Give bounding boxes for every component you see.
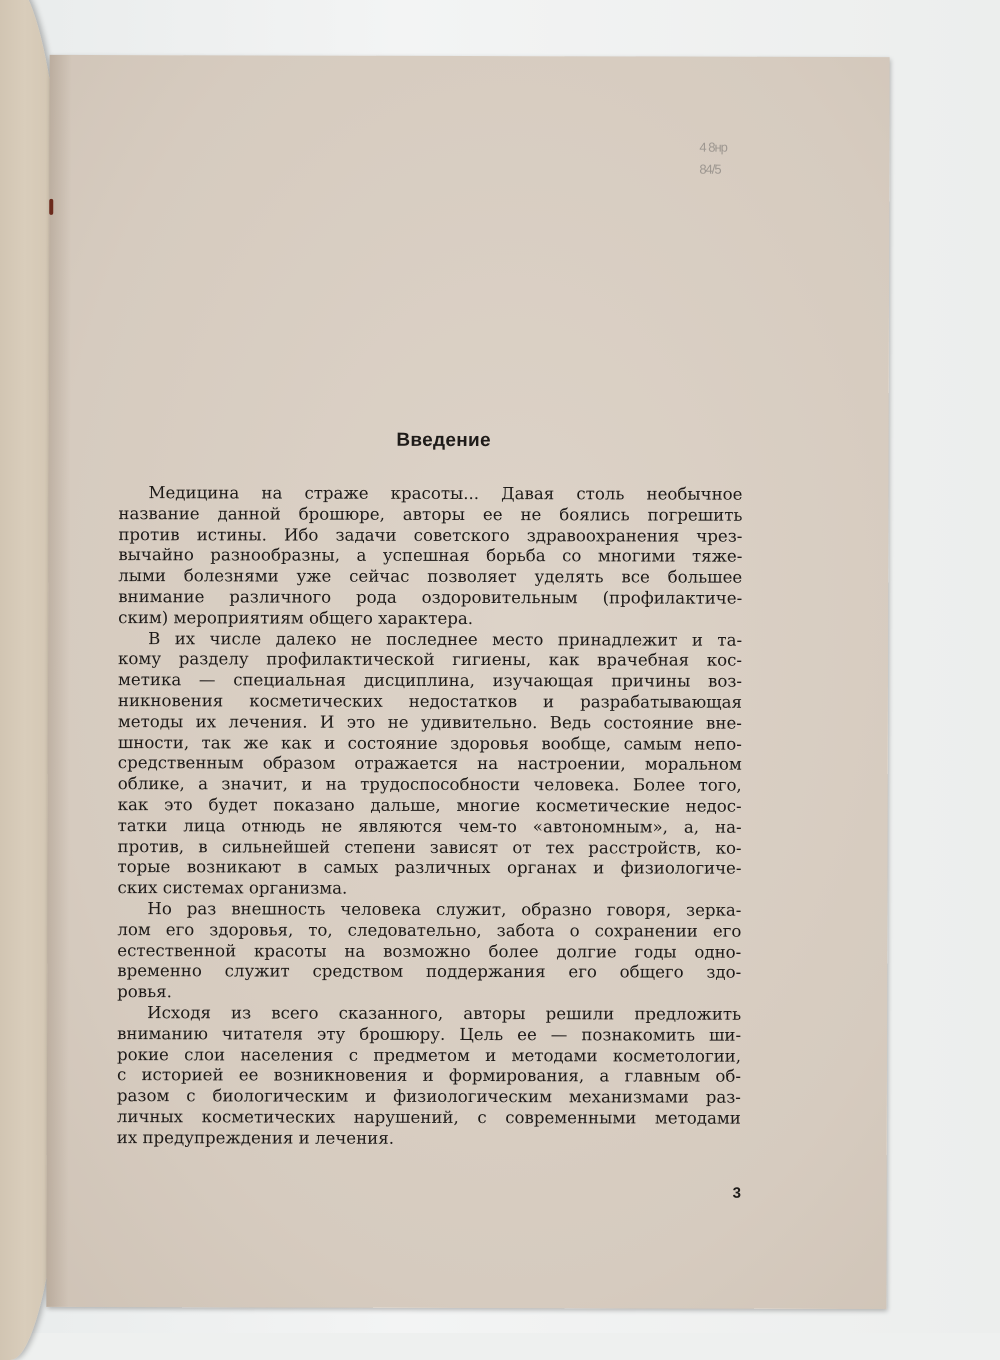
text-line: Исходя из всего сказанного, авторы решили предложить <box>147 1003 742 1024</box>
text-line: против, в сильнейшей степени зависят от тех расстройств, ко- <box>117 836 742 858</box>
text-line: ских системах организма. <box>117 878 348 898</box>
text-line: разом с биологическим и физиологическим механизмами раз- <box>116 1086 741 1107</box>
book-page <box>46 55 889 1309</box>
text-line: ским) мероприятиям общего характера. <box>118 607 474 628</box>
text-line: временно служит средством поддержания его общего здо- <box>117 961 742 983</box>
text-line: вниманию читателя эту брошюру. Цель ее — познакомить ши- <box>117 1023 742 1045</box>
text-line: личных косметических нарушений, с современными методами <box>116 1106 741 1128</box>
pencil-annotation <box>699 137 727 181</box>
chapter-heading: Введение <box>396 429 491 452</box>
text-line: средственным образом отражается на настроении, моральном <box>117 753 742 775</box>
text-line: Но раз внешность человека служит, образно говоря, зерка- <box>147 899 742 920</box>
text-line: лыми болезнями уже сейчас позволяет уделять все большее <box>118 566 743 587</box>
text-line: как это будет показано дальше, многие косметические недос- <box>117 795 742 816</box>
pencil-annotation-line: 4 8нр <box>699 139 727 155</box>
text-line: В их числе далеко не последнее место принадлежит и та- <box>148 628 743 650</box>
page-stain <box>49 199 53 215</box>
text-line: рокие слои населения с предметом и методами косметологии, <box>116 1044 742 1066</box>
paragraph-2 <box>117 629 742 901</box>
text-line: торые возникают в самых различных органах и физиологиче- <box>117 857 742 879</box>
text-line: метика — специальная дисциплина, изучающая причины воз- <box>117 670 743 691</box>
pencil-annotation-line: 84/5 <box>699 161 721 177</box>
text-line: их предупреждения и лечения. <box>116 1127 395 1148</box>
body-text <box>117 483 743 1150</box>
text-line: никновения косметических недостатков и разрабатывающая <box>117 691 742 712</box>
text-line: внимание различного рода оздоровительным (профилактиче- <box>118 587 743 608</box>
paragraph-1 <box>118 483 742 630</box>
text-line: Медицина на страже красоты... Давая столь необычное <box>148 483 743 504</box>
text-line: шности, так же как и состояние здоровья вообще, самым непо- <box>117 732 742 754</box>
text-line: с историей ее возникновения и формирования, а главным об- <box>116 1065 741 1087</box>
text-line: кому разделу профилактической гигиены, как врачебная кос- <box>118 649 743 671</box>
text-line: вычайно разнообразны, а успешная борьба со многими тяже- <box>118 545 743 567</box>
text-line: татки лица отнюдь не являются чем-то «автономным», а, на- <box>117 815 742 837</box>
paragraph-3 <box>117 899 741 1005</box>
text-line: ровья. <box>117 982 172 1002</box>
text-line: методы их лечения. И это не удивительно. Ведь состояние вне- <box>117 711 742 733</box>
text-line: название данной брошюре, авторы ее не боялись погрешить <box>118 503 743 525</box>
text-line: против истины. Ибо задачи советского здравоохранения чрез- <box>118 524 743 546</box>
text-line: естественной красоты на возможно более долгие годы одно- <box>117 940 742 962</box>
text-line: облике, а значит, и на трудоспособности человека. Более того, <box>117 774 742 795</box>
paragraph-4 <box>117 1003 741 1150</box>
page-number: 3 <box>732 1184 742 1202</box>
text-line: лом его здоровья, то, следовательно, забота о сохранении его <box>117 919 742 941</box>
